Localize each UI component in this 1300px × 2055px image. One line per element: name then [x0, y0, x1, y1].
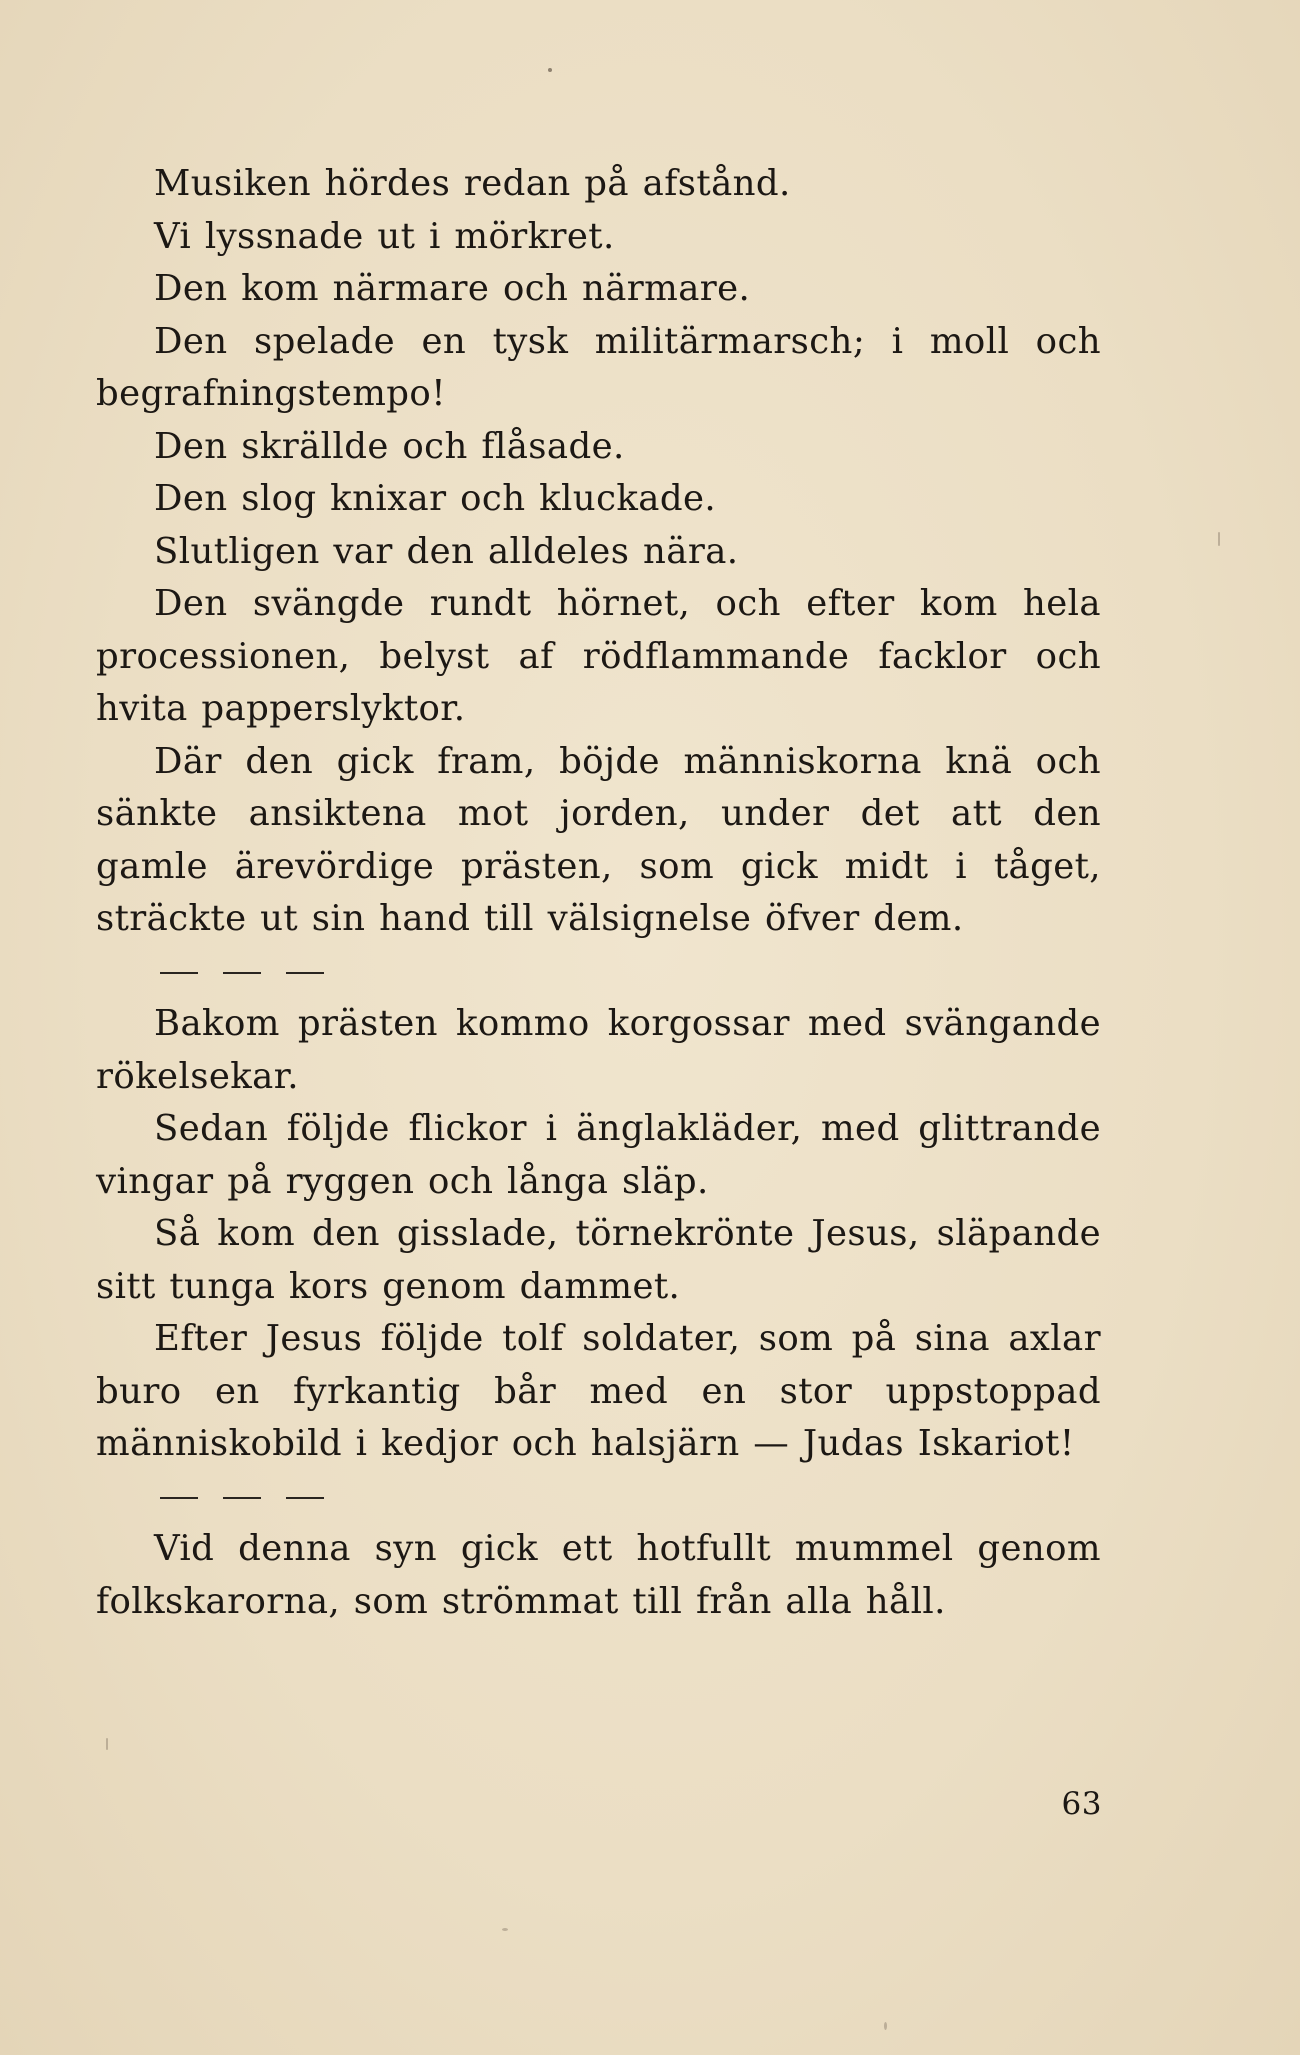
paragraph: Vid denna syn gick ett hotfullt mummel genom folkskarorna, som strömmat till från alla håll.	[96, 1528, 1101, 1622]
paragraph: Den slog knixar och kluckade.	[154, 478, 717, 519]
paragraph: Den skrällde och flåsade.	[154, 425, 625, 467]
paragraph: Musiken hördes redan på afstånd.	[154, 163, 791, 204]
paragraph: Där den gick fram, böjde människorna knä och sänkte ansiktena mot jorden, under det att den gamle ärevördige prästen, som gick midt i tåget, sträckte ut sin hand till välsignelse öfver dem.	[96, 740, 1101, 939]
section-separator	[96, 1471, 1101, 1524]
paragraph: Så kom den gisslade, törnekrönte Jesus, släpande sitt tunga kors genom dammet.	[96, 1213, 1101, 1307]
page-number: 63	[1061, 1786, 1102, 1822]
paragraph: Den svängde rundt hörnet, och efter kom hela processionen, belyst af rödflammande facklor och hvita papperslyktor.	[96, 583, 1101, 729]
paragraph: Den kom närmare och närmare.	[154, 268, 751, 309]
paragraph: Sedan följde flickor i änglakläder, med glittrande vingar på ryggen och långa släp.	[96, 1108, 1101, 1202]
body-text	[96, 158, 1101, 1628]
paragraph: Bakom prästen kommo korgossar med svängande rökelsekar.	[96, 1003, 1101, 1097]
paragraph: Efter Jesus följde tolf soldater, som på sina axlar buro en fyrkantig bår med en stor uppstoppad människobild i kedjor och halsjärn — Judas Iskariot!	[96, 1318, 1101, 1464]
paragraph: Slutligen var den alldeles nära.	[154, 530, 739, 572]
paragraph: Den spelade en tysk militärmarsch; i moll och begrafningstempo!	[96, 320, 1101, 414]
section-separator	[96, 946, 1101, 999]
paragraph: Vi lyssnade ut i mörkret.	[154, 215, 615, 257]
